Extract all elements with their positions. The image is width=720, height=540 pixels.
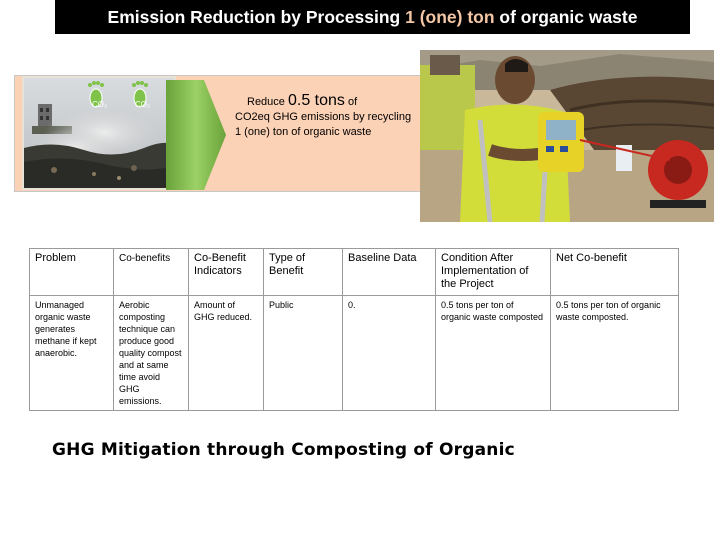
reduction-statement — [235, 93, 415, 140]
title-highlight: 1 (one) ton — [405, 7, 495, 27]
reduce-amount: 0.5 tons — [287, 92, 345, 109]
header-baseline-data: Baseline Data — [343, 249, 436, 296]
table-header-row — [30, 249, 679, 296]
arrow-icon — [166, 80, 226, 190]
co-benefit-table — [29, 248, 679, 411]
cell-problem: Unmanaged organic waste generates methane if kept anaerobic. — [30, 296, 114, 411]
table-row — [30, 296, 679, 411]
header-co-benefit-indicators: Co-Benefit Indicators — [189, 249, 264, 296]
header-net-co-benefit: Net Co-benefit — [551, 249, 679, 296]
co2-label-left: CO₂ — [92, 100, 108, 109]
title-part1: Emission Reduction by Processing — [107, 7, 406, 27]
cell-condition: 0.5 tons per ton of organic waste composted — [436, 296, 551, 411]
cell-net: 0.5 tons per ton of organic waste composted. — [551, 296, 679, 411]
header-condition-after: Condition After Implementation of the Project — [436, 249, 551, 296]
header-co-benefits: Co-benefits — [114, 249, 189, 296]
co2-label-right: CO₂ — [135, 100, 151, 109]
cell-indicators: Amount of GHG reduced. — [189, 296, 264, 411]
title-part2: of organic waste — [494, 7, 638, 27]
ghg-caption: GHG Mitigation through Composting of Organic — [52, 440, 515, 460]
reduce-word: Reduce — [247, 96, 285, 108]
cell-type: Public — [264, 296, 343, 411]
reduce-description: CO2eq GHG emissions by recycling 1 (one) ton of organic waste — [235, 111, 412, 138]
header-type-of-benefit: Type of Benefit — [264, 249, 343, 296]
worker-photo — [420, 50, 714, 222]
header-problem: Problem — [30, 249, 114, 296]
cell-co-benefits: Aerobic composting technique can produce good quality compost and at same time avoid GHG emissions. — [114, 296, 189, 411]
of-word: of — [347, 96, 358, 108]
page-title — [55, 0, 690, 34]
cell-baseline: 0. — [343, 296, 436, 411]
